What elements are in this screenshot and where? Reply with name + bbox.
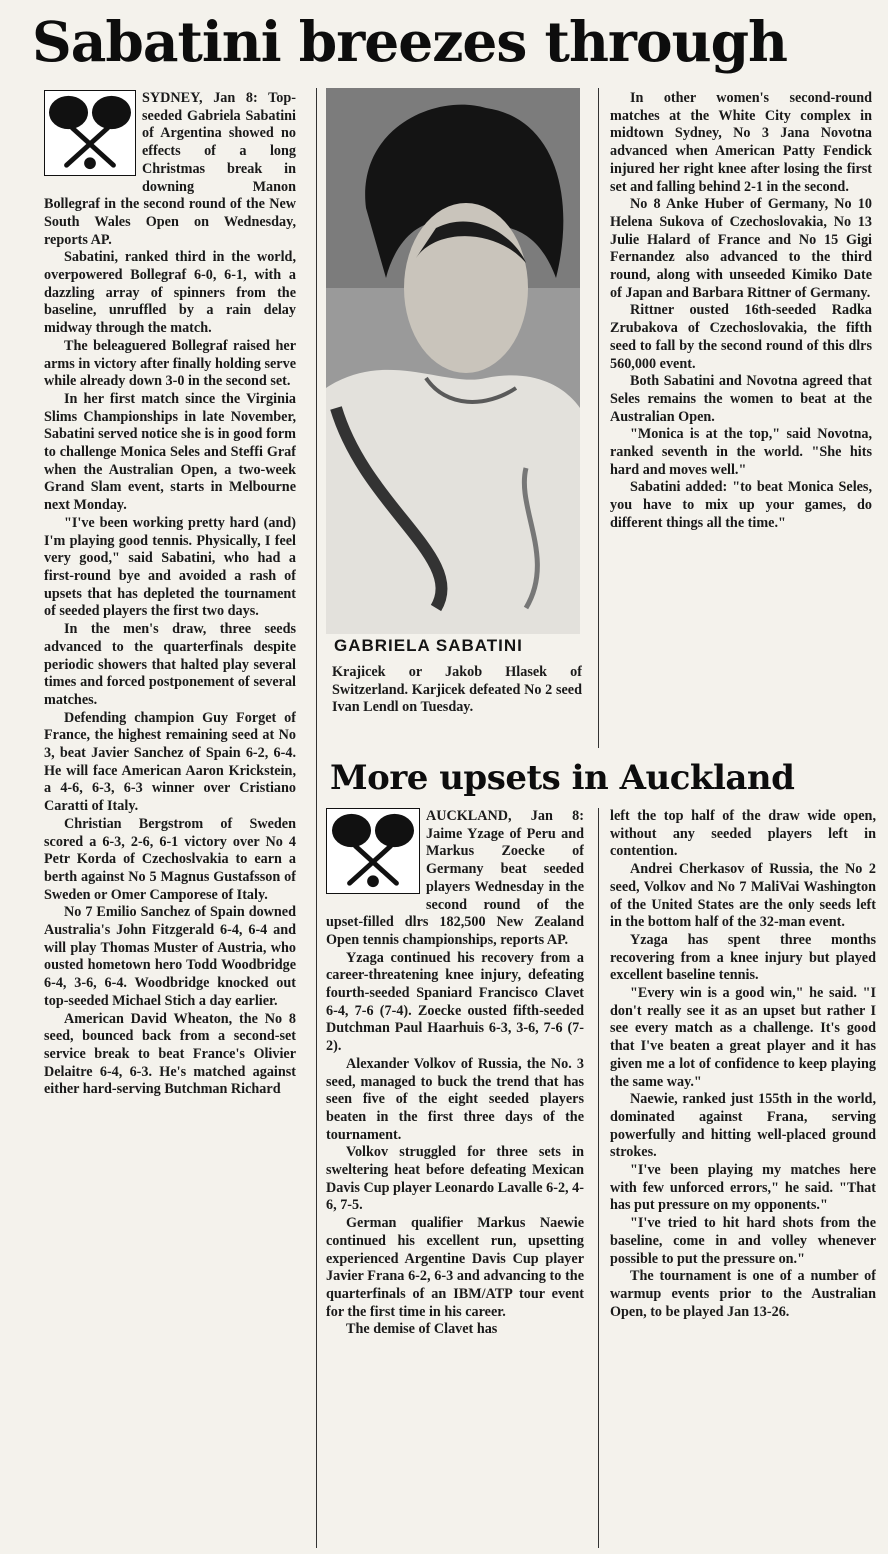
paragraph: The demise of Clavet has — [346, 1321, 498, 1338]
paragraph: Sabatini added: "to beat Monica Seles, you have to mix up your games, do different things all the time." — [610, 479, 872, 531]
tennis-rackets-icon — [44, 90, 136, 176]
paragraph: American David Wheaton, the No 8 seed, bounced back from a second-set service break to beat France's Olivier Delaitre 6-4, 6-3. He's matched against either hard-serving Butchman Richard — [44, 1010, 296, 1098]
paragraph: "Monica is at the top," said Novotna, ranked seventh in the world. "She hits hard and moves well." — [610, 426, 872, 478]
paragraph: No 8 Anke Huber of Germany, No 10 Helena Sukova of Czechoslovakia, No 13 Julie Halard of France and No 15 Gigi Fernandez also advanced to the third round, along with unseeded Kimiko Date of Japan and Barbara Rittner of Germany. — [610, 196, 872, 301]
paragraph: Rittner ousted 16th-seeded Radka Zrubakova of Czechoslovakia, the fifth seed to fall by the second round of this dlrs 560,000 event. — [610, 302, 872, 372]
article1-column1 — [44, 90, 296, 1548]
paragraph: Christian Bergstrom of Sweden scored a 6-3, 2-6, 6-1 victory over No 4 Petr Korda of Czechoslvakia to earn a berth against No 5 Magnus Gustafsson of Sweden or Omer Camporese of Italy. — [44, 815, 296, 903]
paragraph: "I've been playing my matches here with few unforced errors," he said. "That has put pressure on my opponents." — [610, 1162, 876, 1214]
headline-auckland: More upsets in Auckland — [330, 758, 795, 798]
article2-column1 — [326, 808, 584, 1548]
paragraph: In her first match since the Virginia Slims Championships in late November, Sabatini served notice she is in good form to challenge Monica Seles and Steffi Graf when the Australian Open, a two-week Grand Slam event, starts in Melbourne next Monday. — [44, 390, 296, 514]
paragraph: Andrei Cherkasov of Russia, the No 2 seed, Volkov and No 7 MaliVai Washington of the United States are the only seeds left in the bottom half of the 32-man event. — [610, 861, 876, 931]
article1-column2 — [332, 664, 582, 744]
paragraph: "Every win is a good win," he said. "I don't really see it as an upset but rather I see every match as a challenge. It's good that I've beaten a great player and it has given me a lot of confidence to keep playing the same way." — [610, 985, 876, 1090]
paragraph: left the top half of the draw wide open, without any seeded players left in contention. — [610, 808, 876, 860]
paragraph: Naewie, ranked just 155th in the world, dominated against Frana, serving powerfully and hitting well-placed ground strokes. — [610, 1091, 876, 1161]
tennis-rackets-icon — [326, 808, 420, 894]
paragraph: Yzaga has spent three months recovering from a knee injury but played excellent baseline tennis. — [610, 931, 876, 984]
paragraph: "I've been working pretty hard (and) I'm playing good tennis. Physically, I feel very good," said Sabatini, who had a first-round bye and avoided a rash of upsets that has depleted the tournament of seeded players the first two days. — [44, 514, 296, 620]
paragraph: AUCKLAND, Jan 8: Jaime Yzage of Peru and Markus Zoecke of Germany beat seeded players Wednesday in the second round of the upset-filled dlrs 182,500 New Zealand Open tennis championships, reports AP. — [326, 808, 584, 948]
headline-sabatini: Sabatini breezes through — [32, 9, 788, 74]
article2-column2 — [610, 808, 876, 1548]
paragraph: No 7 Emilio Sanchez of Spain downed Australia's John Fitzgerald 6-4, 6-4 and will play Thomas Muster of Austria, who ousted hometown hero Todd Woodbridge 6-4, 3-6, 6-4. Woodbridge knocked out top-seeded Michael Stich a day earlier. — [44, 904, 296, 1009]
paragraph: Both Sabatini and Novotna agreed that Seles remains the women to beat at the Australian Open. — [610, 373, 872, 425]
paragraph: Sabatini, ranked third in the world, overpowered Bollegraf 6-0, 6-1, with a dazzling array of spinners from the baseline, unruffled by a rain delay midway through the match. — [44, 249, 296, 337]
photo-caption: GABRIELA SABATINI — [334, 636, 523, 655]
paragraph: Yzaga continued his recovery from a career-threatening knee injury, defeating fourth-seeded Spaniard Francisco Clavet 6-4, 7-6 (7-4). Zoecke ousted fifth-seeded Dutchman Paul Haarhuis 6-3, 3-6, 7-6 (7-2). — [326, 949, 584, 1055]
paragraph: In the men's draw, three seeds advanced to the quarterfinals despite periodic showers that halted play several times and forced postponement of several matches. — [44, 621, 296, 708]
column-rule — [598, 88, 599, 748]
paragraph: Volkov struggled for three sets in sweltering heat before defeating Mexican Davis Cup player Leonardo Lavalle 6-2, 4-6, 7-5. — [326, 1144, 584, 1214]
paragraph: Alexander Volkov of Russia, the No. 3 seed, managed to buck the trend that has seen five of the eight seeded players beaten in the first three days of the tournament. — [326, 1055, 584, 1143]
paragraph: Defending champion Guy Forget of France, the highest remaining seed at No 3, beat Javier Sanchez of Spain 6-2, 6-4. He will face American Aaron Krickstein, a 4-6, 6-3, 6-3 winner over Cristiano Caratti of Italy. — [44, 709, 296, 815]
paragraph: SYDNEY, Jan 8: Top-seeded Gabriela Sabatini of Argentina showed no effects of a long Christmas break in downing Manon Bollegraf in the second round of the New South Wales Open on Wednesday, reports AP. — [44, 90, 296, 248]
player-photo — [326, 88, 580, 634]
paragraph: Krajicek or Jakob Hlasek of Switzerland. Karjicek defeated No 2 seed Ivan Lendl on Tuesday. — [332, 664, 582, 716]
article1-column3 — [610, 90, 872, 744]
column-rule — [598, 808, 599, 1548]
paragraph: German qualifier Markus Naewie continued his excellent run, upsetting experienced Argentine Davis Cup player Javier Frana 6-2, 6-3 and advancing to the quarterfinals of an IBM/ATP tour event for the first time in his career. — [326, 1215, 584, 1320]
paragraph: The tournament is one of a number of warmup events prior to the Australian Open, to be played Jan 13-26. — [610, 1268, 876, 1320]
paragraph: In other women's second-round matches at the White City complex in midtown Sydney, No 3 Jana Novotna advanced when American Patty Fendick injured her right knee after losing the first set and falling behind 2-1 in the second. — [610, 90, 872, 195]
paragraph: "I've tried to hit hard shots from the baseline, come in and volley whenever possible to put the pressure on." — [610, 1215, 876, 1267]
paragraph: The beleaguered Bollegraf raised her arms in victory after finally holding serve while already down 3-0 in the second set. — [44, 337, 296, 390]
column-rule — [316, 88, 317, 1548]
